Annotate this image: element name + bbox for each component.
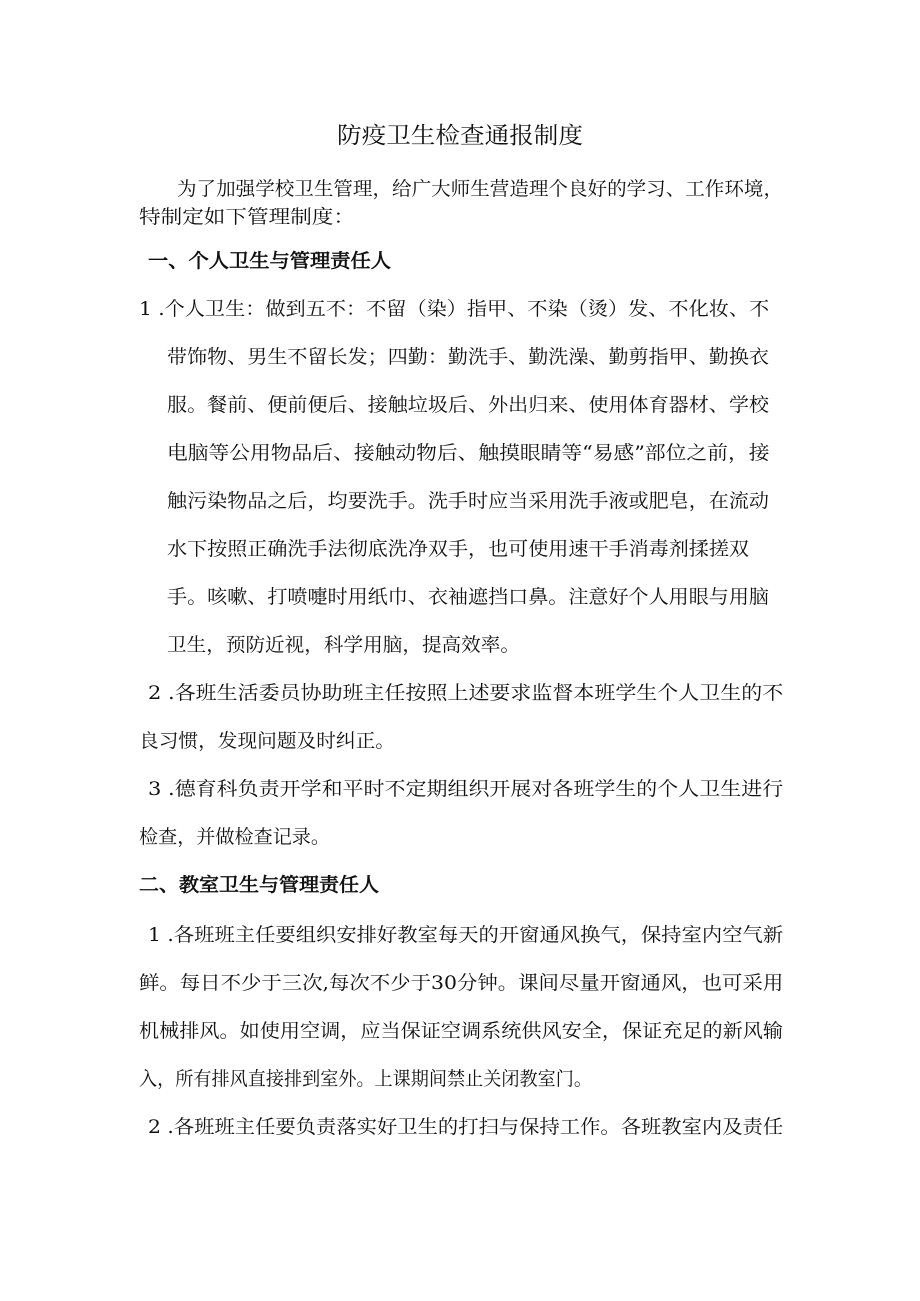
intro-paragraph-line: 特制定如下管理制度： (139, 206, 356, 228)
list-item-line: 卫生，预防近视，科学用脑，提高效率。 (167, 634, 521, 656)
intro-paragraph-line: 为了加强学校卫生管理，给广大师生营造理个良好的学习、工作环境， (177, 178, 784, 200)
list-item-line: 1 .个人卫生：做到五不：不留（染）指甲、不染（烫）发、不化妆、不 (139, 298, 770, 320)
document-title: 防疫卫生检查通报制度 (337, 123, 583, 149)
list-item-line: 带饰物、男生不留长发；四勤：勤洗手、勤洗澡、勤剪指甲、勤换衣 (167, 346, 770, 368)
list-item-line: 手。咳嗽、打喷嚏时用纸巾、衣袖遮挡口鼻。注意好个人用眼与用脑 (167, 586, 770, 608)
list-item-line: 2 .各班班主任要负责落实好卫生的打扫与保持工作。各班教室内及责任 (148, 1116, 784, 1138)
list-item-line: 触污染物品之后，均要洗手。洗手时应当采用洗手液或肥皂，在流动 (167, 490, 770, 512)
list-item-line: 2 .各班生活委员协助班主任按照上述要求监督本班学生个人卫生的不 (148, 682, 784, 704)
list-item-line: 鲜。每日不少于三次,每次不少于30分钟。课间尽量开窗通风，也可采用 (139, 972, 784, 994)
list-item-line: 3 .德育科负责开学和平时不定期组织开展对各班学生的个人卫生进行 (148, 778, 784, 800)
list-item-line: 机械排风。如使用空调，应当保证空调系统供风安全，保证充足的新风输 (139, 1020, 784, 1042)
list-item-line: 电脑等公用物品后、接触动物后、触摸眼睛等“易感”部位之前，接 (167, 442, 770, 464)
section-heading-classroom-hygiene: 二、教室卫生与管理责任人 (139, 874, 380, 896)
list-item-line: 服。餐前、便前便后、接触垃圾后、外出归来、使用体育器材、学校 (167, 394, 770, 416)
section-heading-personal-hygiene: 一、个人卫生与管理责任人 (148, 250, 392, 272)
list-item-line: 良习惯，发现问题及时纠正。 (139, 730, 396, 752)
list-item-line: 检查，并做检查记录。 (139, 826, 331, 848)
list-item-line: 1 .各班班主任要组织安排好教室每天的开窗通风换气，保持室内空气新 (148, 924, 784, 946)
list-item-line: 入，所有排风直接排到室外。上课期间禁止关闭教室门。 (139, 1068, 593, 1090)
list-item-line: 水下按照正确洗手法彻底洗净双手，也可使用速干手消毒剂揉搓双 (167, 538, 750, 560)
